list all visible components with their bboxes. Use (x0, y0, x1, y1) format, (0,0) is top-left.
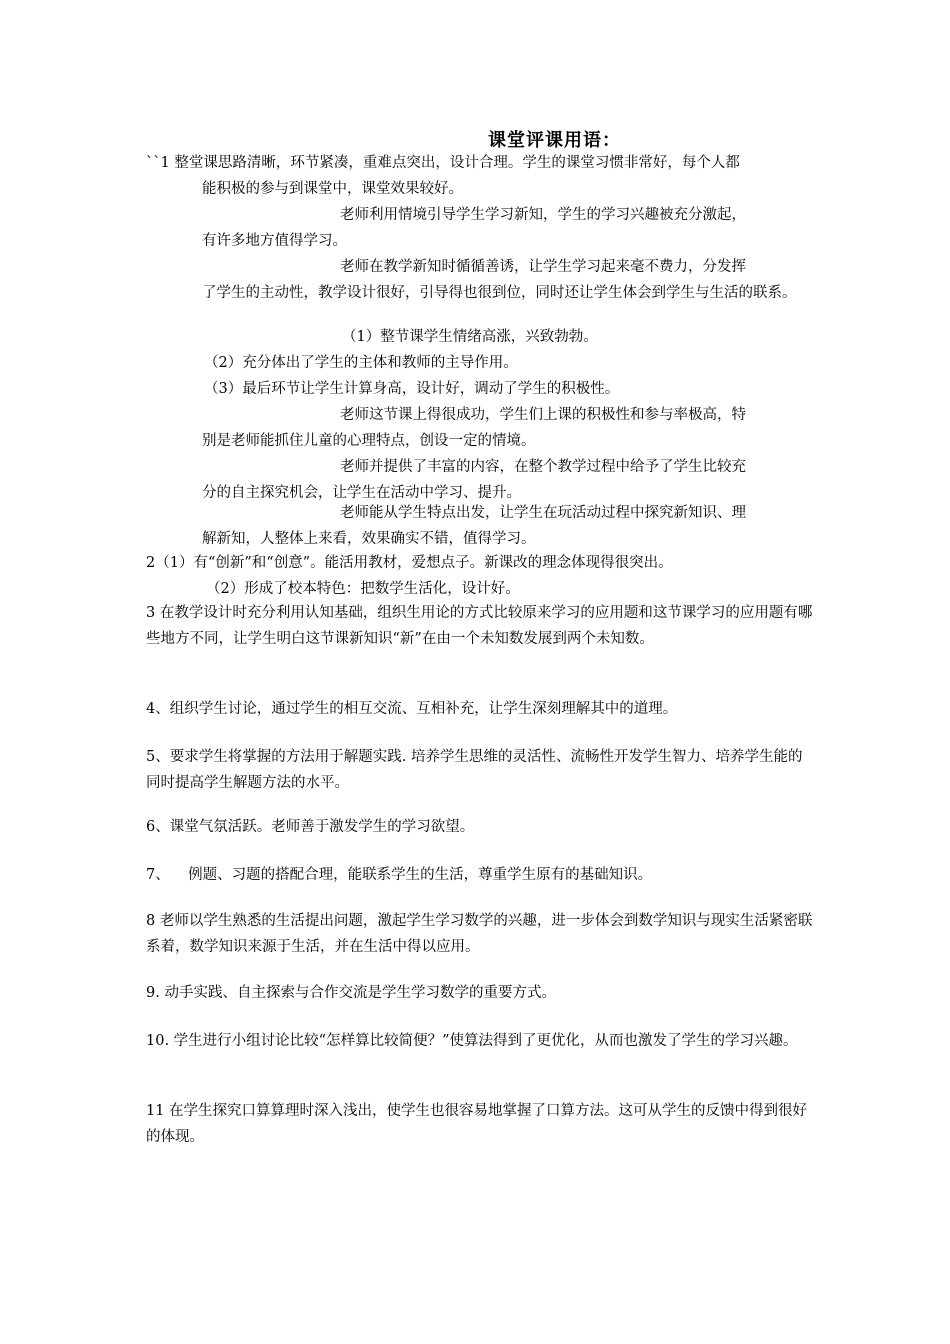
section-2-item-2: （2）形成了校本特色：把数学生活化，设计好。 (206, 581, 520, 597)
section-5: 5、要求学生将掌握的方法用于解题实践. 培养学生思维的灵活性、流畅性开发学生智力、培养学生能的同时提高学生解题方法的水平。 (146, 749, 803, 791)
paragraph-3-first-line: 老师在教学新知时循循善诱，让学生学习起来毫不费力，分发挥 (340, 259, 746, 275)
section-10: 10. 学生进行小组讨论比较“怎样算比较简便？”使算法得到了更优化，从而也激发了学生的学习兴趣。 (146, 1033, 798, 1049)
list-item-3: （3）最后环节让学生计算身高，设计好，调动了学生的积极性。 (204, 381, 620, 397)
paragraph-4-first-line: 老师这节课上得很成功，学生们上课的积极性和参与率极高，特 (340, 407, 746, 423)
list-item-1: （1）整节课学生情绪高涨，兴致勃勃。 (342, 329, 598, 345)
paragraph-6-continued: 解新知，人整体上来看，效果确实不错，值得学习。 (202, 531, 536, 547)
section-6: 6、课堂气氛活跃。老师善于激发学生的学习欲望。 (146, 819, 475, 835)
list-item-2: （2）充分体出了学生的主体和教师的主导作用。 (204, 355, 518, 371)
section-11: 11 在学生探究口算算理时深入浅出，使学生也很容易地掌握了口算方法。这可从学生的反馈中得到很好的体现。 (146, 1103, 808, 1145)
paragraph-3-continued: 了学生的主动性，教学设计很好，引导得也很到位，同时还让学生体会到学生与生活的联系。 (202, 285, 797, 301)
paragraph-1-continued: 能积极的参与到课堂中，课堂效果较好。 (202, 181, 463, 197)
paragraph-5-first-line: 老师并提供了丰富的内容，在整个教学过程中给予了学生比较充 (340, 459, 746, 475)
paragraph-1-first-line: ``1 整堂课思路清晰，环节紧凑，重难点突出，设计合理。学生的课堂习惯非常好，每个人都 (146, 155, 740, 171)
section-8: 8 老师以学生熟悉的生活提出问题，激起学生学习数学的兴趣，进一步体会到数学知识与现实生活紧密联系着，数学知识来源于生活，并在生活中得以应用。 (146, 913, 813, 955)
section-3: 3 在教学设计时充分利用认知基础，组织生用论的方式比较原来学习的应用题和这节课学习的应用题有哪些地方不同，让学生明白这节课新知识“新”在由一个未知数发展到两个未知数。 (146, 605, 813, 647)
section-7: 7、 例题、习题的搭配合理，能联系学生的生活，尊重学生原有的基础知识。 (146, 867, 653, 883)
section-2-item-1: 2（1）有“创新”和“创意”。能活用教材，爱想点子。新课改的理念体现得很突出。 (146, 555, 673, 571)
paragraph-4-continued: 别是老师能抓住儿童的心理特点，创设一定的情境。 (202, 433, 536, 449)
paragraph-2-first-line: 老师利用情境引导学生学习新知，学生的学习兴趣被充分激起， (340, 207, 746, 223)
section-4: 4、组织学生讨论，通过学生的相互交流、互相补充，让学生深刻理解其中的道理。 (146, 701, 678, 717)
paragraph-6-first-line: 老师能从学生特点出发，让学生在玩活动过程中探究新知识、理 (340, 505, 746, 521)
paragraph-2-continued: 有许多地方值得学习。 (202, 233, 347, 249)
page-title: 课堂评课用语： (488, 130, 621, 151)
section-9: 9. 动手实践、自主探索与合作交流是学生学习数学的重要方式。 (146, 985, 556, 1001)
paragraph-5-continued: 分的自主探究机会，让学生在活动中学习、提升。 (202, 485, 521, 501)
